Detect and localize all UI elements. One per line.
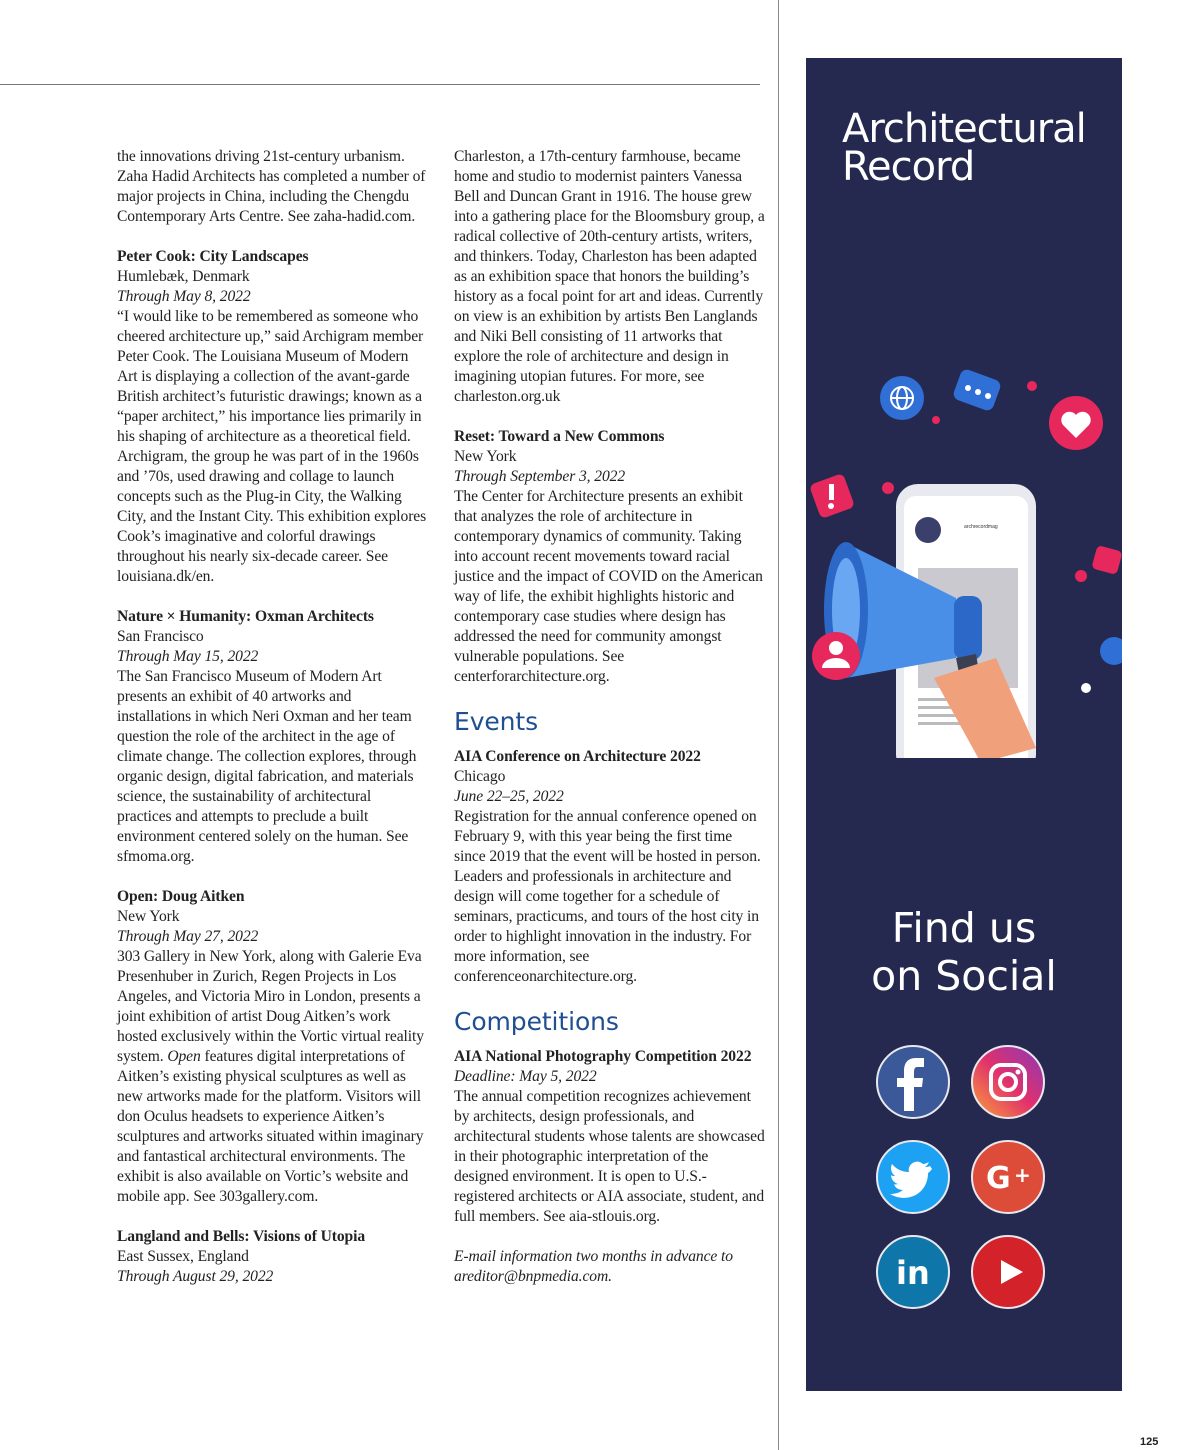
listing-date: Deadline: May 5, 2022 — [454, 1068, 597, 1085]
column-divider — [778, 0, 779, 1450]
user-icon — [812, 632, 860, 680]
svg-text:+: + — [1014, 1163, 1031, 1187]
listing-title: Reset: Toward a New Commons — [454, 428, 665, 445]
listing-title: Langland and Bells: Visions of Utopia — [117, 1228, 366, 1245]
listing-body: The Center for Architecture presents an exhibit that analyzes the role of architecture in contemporary dynamics of community. Taking into account recent movements toward racial justice and the impact of COVID on the American way of life, the exhibit highlights historic and contemporary case studies where design has addressed the need for community amongst vulnerable populations. See centerforarchitecture.org. — [454, 488, 763, 685]
competitions-heading: Competitions — [454, 1007, 619, 1036]
listing-date: Through May 27, 2022 — [117, 928, 259, 945]
listing-title: AIA National Photography Competition 2022 — [454, 1048, 752, 1065]
facebook-icon[interactable] — [876, 1045, 950, 1119]
listing-body-part: 303 Gallery in New York, along with Galerie Eva Presenhuber in Zurich, Regen Projects in Los Angeles, and Victoria Miro in London, presents a joint exhibition of artist Doug Aitken’s work hosted exclusively within the Vortic virtual reality system. — [117, 948, 424, 1065]
listing-date: Through September 3, 2022 — [454, 468, 626, 485]
intro-text: the innovations driving 21st-century urbanism. Zaha Hadid Architects has completed a number of major projects in China, including the Chengdu Contemporary Arts Centre. See zaha-hadid.com. — [117, 148, 426, 225]
youtube-icon[interactable] — [971, 1235, 1045, 1309]
listing-title: Peter Cook: City Landscapes — [117, 248, 309, 265]
listing-body: The annual competition recognizes achievement by architects, design professionals, and architectural students whose talents are showcased in their photographic interpretation of the designed environment. It is open to U.S.-registered architects or AIA associate, student, and full members. See aia-stlouis.org. — [454, 1088, 765, 1225]
left-column — [117, 147, 429, 1307]
find-line: on Social — [871, 952, 1057, 1000]
listing-title: Open: Doug Aitken — [117, 888, 245, 905]
listing-location: East Sussex, England — [117, 1248, 249, 1265]
phone-handle: archrecordmag — [964, 524, 998, 530]
listing-body-italic: Open — [167, 1048, 201, 1065]
logo-line: Architectural — [842, 106, 1086, 152]
google-plus-icon[interactable] — [971, 1140, 1045, 1214]
listing-body: The San Francisco Museum of Modern Art presents an exhibit of 40 artworks and installations in which Neri Oxman and her team question the role of the architect in the age of climate change. The collection explores, through organic design, digital fabrication, and materials science, the sustainability of architectural practices and attempts to preclude a built environment centered solely on the human. See sfmoma.org. — [117, 668, 417, 865]
listing-aia-conference — [454, 747, 766, 987]
linkedin-icon[interactable] — [876, 1235, 950, 1309]
listing-date: Through August 29, 2022 — [117, 1268, 274, 1285]
listing-reset — [454, 427, 766, 687]
twitter-icon[interactable] — [876, 1140, 950, 1214]
continuation-text: Charleston, a 17th-century farmhouse, became home and studio to modernist painters Vanessa Bell and Duncan Grant in 1916. The house grew into a gathering place for the Bloomsbury group, a radical collective of 20th-century artists, writers, and thinkers. Today, Charleston has been adapted as an exhibition space that honors the building’s history as a focal point for art and ideas. Currently on view is an exhibition by artists Ben Langlands and Niki Bell consisting of 11 artworks that explore the role of architecture and design in imagining utopian futures. For more, see charleston.org.uk — [454, 148, 765, 405]
listing-oxman — [117, 607, 429, 867]
listing-date: Through May 15, 2022 — [117, 648, 259, 665]
globe-icon — [1100, 637, 1122, 665]
charleston-continuation — [454, 147, 766, 407]
page-number: 125 — [1140, 1436, 1159, 1448]
listing-title: AIA Conference on Architecture 2022 — [454, 748, 701, 765]
top-rule — [0, 84, 760, 85]
social-ad — [806, 58, 1122, 1391]
intro-paragraph — [117, 147, 429, 227]
find-us-heading — [806, 904, 1122, 1000]
listing-langland-bells — [117, 1227, 429, 1287]
alert-icon — [809, 473, 855, 519]
listing-title: Nature × Humanity: Oxman Architects — [117, 608, 374, 625]
megaphone-phone-illustration — [806, 358, 1122, 758]
events-heading: Events — [454, 707, 539, 736]
listing-photo-competition — [454, 1047, 766, 1227]
listing-peter-cook — [117, 247, 429, 587]
find-line: Find us — [891, 904, 1037, 952]
heart-icon — [1049, 396, 1103, 450]
svg-text:G: G — [986, 1161, 1011, 1196]
middle-column — [454, 147, 766, 1287]
listing-body: “I would like to be remembered as someone who cheered architecture up,” said Archigram member Peter Cook. The Louisiana Museum of Modern Art is displaying a collection of the avant-garde British architect’s futuristic drawings; known as a “paper architect,” his importance lies primarily in his shaping of architecture as a theoretical field. Archigram, the group he was part of in the 1960s and ’70s, used drawing and collage to launch concepts such as the Plug-in City, the Walking City, and the Instant City. This exhibition explores Cook’s imaginative and colorful drawings throughout his nearly six-decade career. See louisiana.dk/en. — [117, 308, 427, 585]
listing-location: New York — [117, 908, 180, 925]
submission-note: E-mail information two months in advance to areditor@bnpmedia.com. — [454, 1248, 733, 1285]
listing-doug-aitken — [117, 887, 429, 1207]
listing-date: June 22–25, 2022 — [454, 788, 564, 805]
logo-line: Record — [842, 144, 975, 190]
listing-date: Through May 8, 2022 — [117, 288, 251, 305]
instagram-icon[interactable] — [971, 1045, 1045, 1119]
listing-body — [117, 947, 429, 1207]
listing-location: Humlebæk, Denmark — [117, 268, 250, 285]
listing-location: San Francisco — [117, 628, 204, 645]
chat-icon — [952, 368, 1002, 412]
listing-body-part: features digital interpretations of Aitken’s existing physical sculptures as well as new artworks made for the platform. Visitors will don Oculus headsets to experience Aitken’s sculptures and artworks situated within imaginary and fantastical architectural environments. The exhibit is also available on Vortic’s website and mobile app. See 303gallery.com. — [117, 1048, 424, 1205]
listing-location: Chicago — [454, 768, 506, 785]
listing-location: New York — [454, 448, 517, 465]
svg-text:in: in — [896, 1254, 930, 1292]
heart-icon — [1091, 545, 1122, 575]
listing-body: Registration for the annual conference opened on February 9, with this year being the first time since 2019 that the event will be hosted in person. Leaders and professionals in architecture and design will come together for a schedule of seminars, practicums, and tours of the host city in order to highlight innovation in the industry. For more information, see conferenceonarchitecture.org. — [454, 808, 761, 985]
globe-icon — [880, 376, 924, 420]
architectural-record-logo — [842, 106, 1086, 190]
